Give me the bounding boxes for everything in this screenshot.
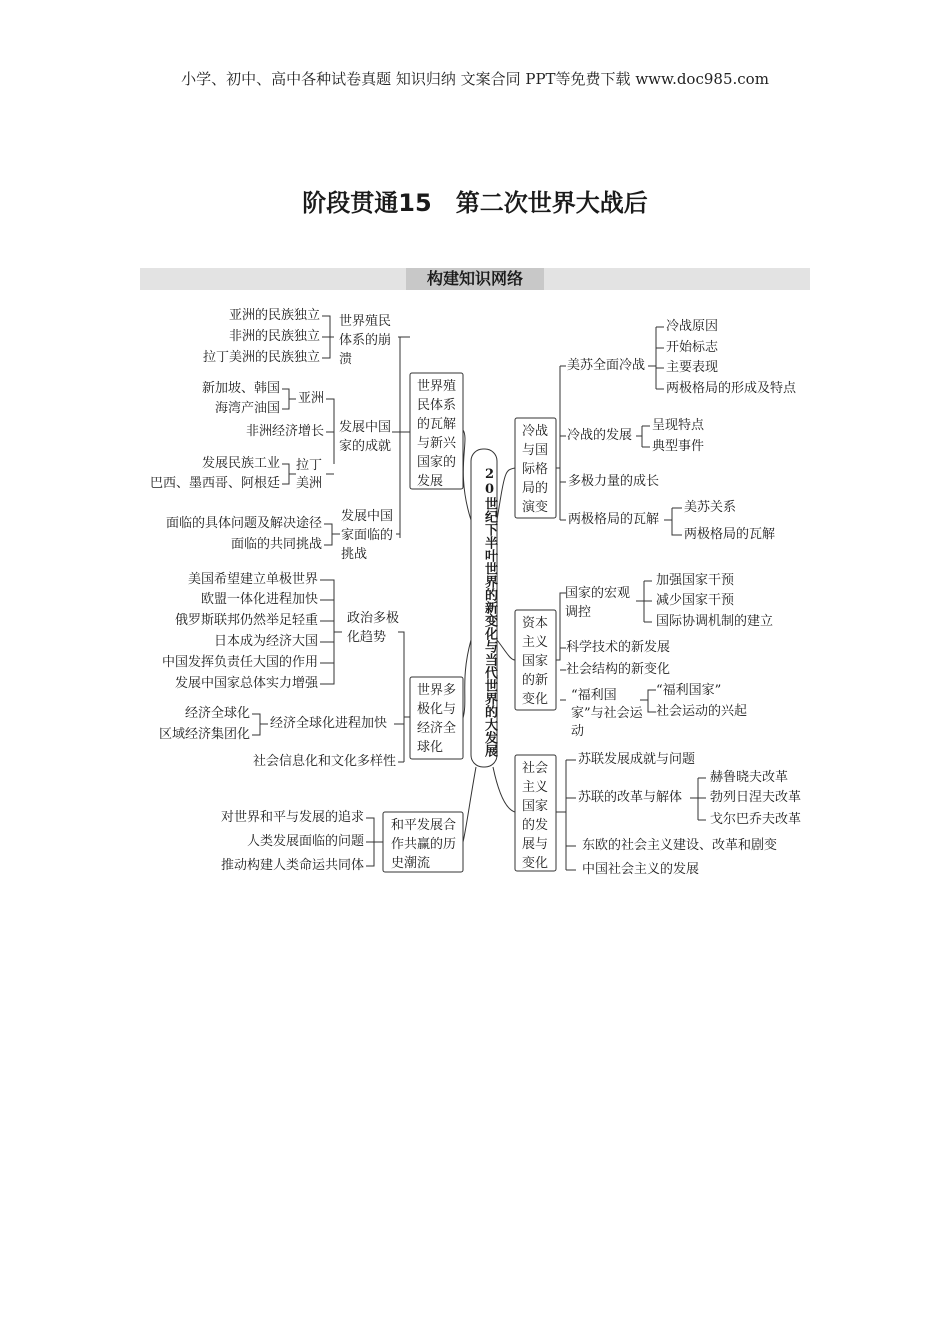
item-welfare-state: “福利国家” (656, 683, 722, 698)
node-multipolar: 世界多极化与经济全球化 (417, 683, 457, 755)
item-features: 呈现特点 (652, 418, 705, 433)
item-informatization: 社会信息化和文化多样性 (252, 754, 396, 769)
item-peace-pursuit: 对世界和平与发展的追求 (220, 810, 364, 825)
node-full-coldwar: 美苏全面冷战 (567, 358, 646, 373)
item-us-unipolar: 美国希望建立单极世界 (187, 572, 318, 587)
item-singapore-korea: 新加坡、韩国 (201, 381, 280, 396)
item-tech-development: 科学技术的新发展 (566, 640, 671, 655)
item-soviet-achievements: 苏联发展成就与问题 (578, 752, 696, 767)
item-asia-independence: 亚洲的民族独立 (228, 308, 320, 323)
item-eu-integration: 欧盟一体化进程加快 (200, 592, 318, 607)
item-coldwar-cause: 冷战原因 (666, 319, 719, 334)
item-russia: 俄罗斯联邦仍然举足轻重 (174, 613, 318, 628)
item-china-role: 中国发挥负责任大国的作用 (161, 655, 318, 670)
item-us-soviet: 美苏关系 (684, 500, 737, 515)
item-reduce-intervention: 减少国家干预 (656, 593, 735, 608)
item-brezhnev: 勃列日涅夫改革 (710, 790, 802, 805)
item-economic-globalization: 经济全球化 (184, 706, 250, 721)
node-bipolar-collapse: 两极格局的瓦解 (568, 512, 660, 527)
item-china-socialism: 中国社会主义的发展 (582, 862, 700, 877)
item-strengthen-intervention: 加强国家干预 (656, 573, 735, 588)
item-coldwar-start: 开始标志 (666, 340, 719, 355)
label-latam: 拉丁美洲 (296, 458, 323, 491)
item-coldwar-manifest: 主要表现 (666, 360, 719, 375)
node-peace: 和平发展合作共赢的历史潮流 (391, 818, 457, 871)
label-asia: 亚洲 (298, 391, 325, 406)
item-specific-problems: 面临的具体问题及解决途径 (165, 516, 322, 531)
node-socialism: 社会主义国家的发展与变化 (522, 761, 549, 871)
node-politics: 政治多极化趋势 (347, 611, 400, 645)
item-gorbachev: 戈尔巴乔夫改革 (710, 812, 802, 827)
item-bipolar-formation: 两极格局的形成及特点 (666, 381, 797, 396)
item-developing-strength: 发展中国家总体实力增强 (174, 676, 318, 691)
item-latam-independence: 拉丁美洲的民族独立 (202, 350, 320, 365)
item-social-movements: 社会运动的兴起 (656, 704, 748, 719)
node-colonial: 世界殖民体系的瓦解与新兴国家的发展 (417, 379, 457, 489)
node-soviet-reform: 苏联的改革与解体 (578, 790, 683, 805)
node-challenges: 发展中国家面临的挑战 (341, 509, 394, 562)
item-bipolar-end: 两极格局的瓦解 (684, 527, 776, 542)
item-common-challenges: 面临的共同挑战 (230, 537, 322, 552)
item-national-industry: 发展民族工业 (201, 456, 280, 471)
center-topic: 20世纪下半叶世界的新变化与当代世界的大发展 (482, 467, 497, 757)
node-macro-control: 国家的宏观调控 (565, 586, 631, 620)
item-africa-independence: 非洲的民族独立 (228, 329, 320, 344)
node-coldwar-develop: 冷战的发展 (567, 428, 633, 443)
item-social-structure: 社会结构的新变化 (566, 662, 671, 677)
node-welfare: “福利国家”与社会运动 (571, 688, 643, 739)
item-regional-blocs: 区域经济集团化 (158, 727, 250, 742)
item-human-problems: 人类发展面临的问题 (246, 834, 364, 849)
node-achievements: 发展中国家的成就 (339, 420, 392, 454)
node-globalization: 经济全球化进程加快 (270, 716, 388, 731)
item-brazil-mexico-argentina: 巴西、墨西哥、阿根廷 (149, 476, 280, 491)
item-khrushchev: 赫鲁晓夫改革 (710, 770, 789, 785)
item-community: 推动构建人类命运共同体 (220, 858, 364, 873)
node-colonial-collapse: 世界殖民体系的崩溃 (339, 314, 392, 367)
item-japan: 日本成为经济大国 (213, 634, 318, 649)
item-coordination: 国际协调机制的建立 (656, 614, 774, 629)
item-typical-events: 典型事件 (652, 439, 705, 454)
page-header: 小学、初中、高中各种试卷真题 知识归纳 文案合同 PPT等免费下载 www.doc985.com (181, 70, 769, 88)
item-gulf-oil: 海湾产油国 (214, 401, 280, 416)
item-eastern-europe: 东欧的社会主义建设、改革和剧变 (582, 838, 778, 853)
page-title: 阶段贯通15 第二次世界大战后 (302, 189, 648, 217)
item-multipolar-forces: 多极力量的成长 (568, 474, 660, 489)
item-africa-growth: 非洲经济增长 (245, 424, 324, 439)
section-title: 构建知识网络 (426, 269, 523, 288)
node-capitalism: 资本主义国家的新变化 (522, 616, 549, 707)
node-coldwar: 冷战与国际格局的演变 (522, 424, 549, 515)
